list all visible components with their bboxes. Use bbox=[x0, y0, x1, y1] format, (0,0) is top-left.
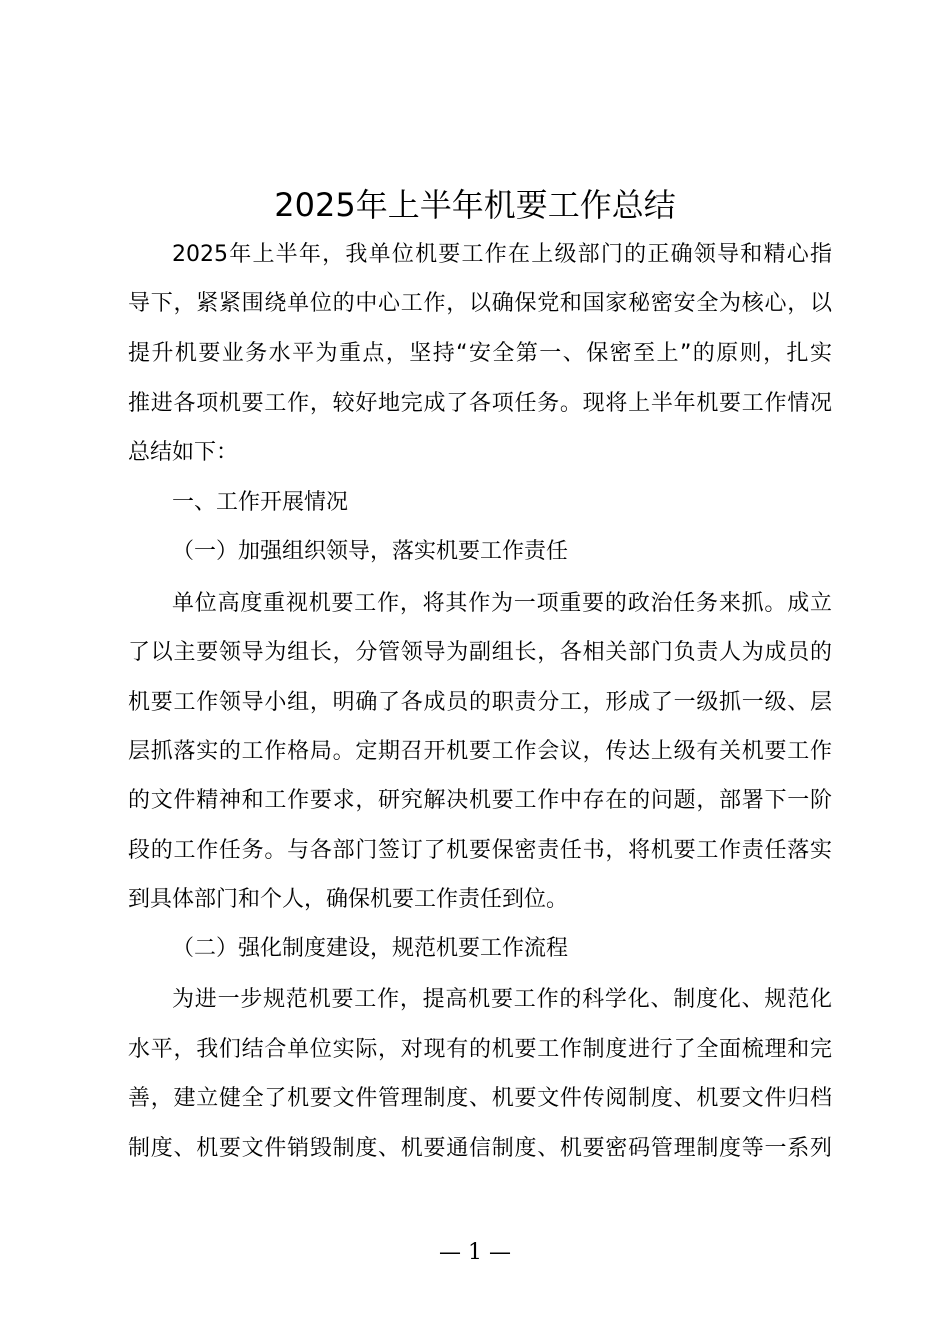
paragraph-line: 推进各项机要工作，较好地完成了各项任务。现将上半年机要工作情况 bbox=[128, 391, 832, 416]
paragraph-line: 到具体部门和个人，确保机要工作责任到位。 bbox=[128, 887, 569, 912]
paragraph-line: 制度、机要文件销毁制度、机要通信制度、机要密码管理制度等一系列 bbox=[128, 1136, 832, 1161]
paragraph-line: 的文件精神和工作要求，研究解决机要工作中存在的问题，部署下一阶 bbox=[128, 788, 832, 813]
paragraph-line: 为进一步规范机要工作，提高机要工作的科学化、制度化、规范化 bbox=[172, 987, 832, 1012]
document-title: 2025年上半年机要工作总结 bbox=[274, 186, 676, 224]
paragraph-line: 段的工作任务。与各部门签订了机要保密责任书，将机要工作责任落实 bbox=[128, 838, 832, 863]
subsection-heading: （二）强化制度建设，规范机要工作流程 bbox=[172, 936, 569, 961]
paragraph-line: 水平，我们结合单位实际，对现有的机要工作制度进行了全面梳理和完 bbox=[128, 1037, 832, 1062]
paragraph-line: 总结如下： bbox=[128, 440, 239, 465]
paragraph-line: 2025年上半年，我单位机要工作在上级部门的正确领导和精心指 bbox=[172, 242, 832, 267]
paragraph-line: 善，建立健全了机要文件管理制度、机要文件传阅制度、机要文件归档 bbox=[128, 1086, 832, 1111]
paragraph-line: 机要工作领导小组，明确了各成员的职责分工，形成了一级抓一级、层 bbox=[128, 690, 832, 715]
paragraph-line: 层抓落实的工作格局。定期召开机要工作会议，传达上级有关机要工作 bbox=[128, 739, 832, 764]
paragraph-line: 导下，紧紧围绕单位的中心工作，以确保党和国家秘密安全为核心，以 bbox=[128, 291, 832, 316]
paragraph-line: 了以主要领导为组长，分管领导为副组长，各相关部门负责人为成员的 bbox=[128, 640, 832, 665]
paragraph-line: 单位高度重视机要工作，将其作为一项重要的政治任务来抓。成立 bbox=[172, 591, 832, 616]
paragraph-line: 提升机要业务水平为重点，坚持“安全第一、保密至上”的原则，扎实 bbox=[128, 341, 832, 366]
page-number: — 1 — bbox=[439, 1240, 511, 1265]
section-heading: 一、工作开展情况 bbox=[172, 490, 349, 515]
subsection-heading: （一）加强组织领导，落实机要工作责任 bbox=[172, 539, 569, 564]
